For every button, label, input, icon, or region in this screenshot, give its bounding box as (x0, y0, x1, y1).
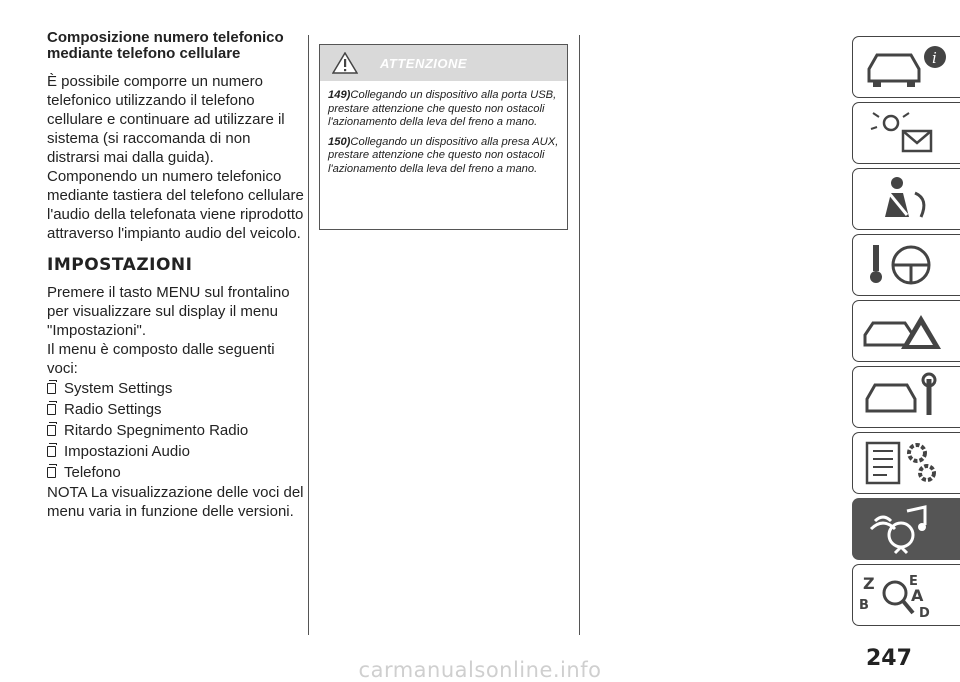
paragraph: Premere il tasto MENU sul frontalino per visualizzare sul display il menu "Impostazioni". (47, 284, 290, 339)
seatbelt-airbag-icon (859, 173, 949, 225)
watermark: carmanualsonline.info (358, 658, 602, 682)
tab-starting-driving[interactable] (852, 234, 960, 296)
svg-text:D: D (919, 606, 930, 621)
column-divider (308, 35, 309, 635)
car-info-icon (859, 41, 949, 93)
tab-emergency[interactable] (852, 300, 960, 362)
warning-lights-message-icon (859, 107, 949, 159)
specifications-gears-icon (859, 437, 949, 489)
tab-safety[interactable] (852, 168, 960, 230)
section-title: IMPOSTAZIONI (47, 255, 193, 275)
emergency-triangle-icon (859, 305, 949, 357)
list-item: System Settings (47, 378, 305, 399)
warning-header (320, 45, 567, 81)
warning-title: ATTENZIONE (380, 56, 468, 71)
note: NOTA La visualizzazione delle voci del menu varia in funzione delle versioni. (47, 484, 304, 520)
subheading: Composizione numero telefonico mediante telefono cellulare (47, 29, 284, 62)
svg-text:A: A (911, 586, 924, 605)
tab-multimedia[interactable] (852, 498, 960, 560)
tab-index[interactable] (852, 564, 960, 626)
menu-items-list (47, 378, 305, 483)
tab-warning-lights[interactable] (852, 102, 960, 164)
warning-item: 149)Collegando un dispositivo alla porta USB, prestare attenzione che questo non ostacoli l'azionamento della leva del freno a mano. (328, 89, 557, 128)
bullet-icon (47, 425, 56, 436)
left-column (47, 30, 305, 521)
svg-text:B: B (859, 598, 869, 613)
list-item: Impostazioni Audio (47, 441, 305, 462)
svg-text:E: E (909, 574, 918, 589)
paragraph: È possibile comporre un numero telefonico utilizzando il telefono cellulare e continuare ad utilizzare il sistema (si raccomanda di non distrarsi mai dalla guida). (47, 73, 285, 166)
bullet-icon (47, 404, 56, 415)
tab-maintenance[interactable] (852, 366, 960, 428)
multimedia-music-icon (859, 503, 949, 555)
tab-car-info[interactable] (852, 36, 960, 98)
key-steering-wheel-icon (859, 239, 949, 291)
page-number: 247 (866, 646, 912, 671)
tab-specifications[interactable] (852, 432, 960, 494)
bullet-icon (47, 446, 56, 457)
list-item: Radio Settings (47, 399, 305, 420)
svg-text:i: i (932, 49, 937, 67)
bullet-icon (47, 467, 56, 478)
warning-item: 150)Collegando un dispositivo alla presa AUX, prestare attenzione che questo non ostacoli l'azionamento della leva del freno a mano. (328, 135, 559, 175)
warning-box (319, 44, 568, 230)
bullet-icon (47, 383, 56, 394)
svg-text:Z: Z (863, 574, 875, 593)
column-divider (579, 35, 580, 635)
paragraph: Componendo un numero telefonico mediante tastiera del telefono cellulare l'audio della telefonata viene riprodotto attraverso l'impianto audio del veicolo. (47, 168, 304, 242)
list-item: Telefono (47, 462, 305, 483)
paragraph: Il menu è composto dalle seguenti voci: (47, 341, 275, 377)
warning-triangle-icon (332, 52, 358, 74)
car-maintenance-icon (859, 371, 949, 423)
index-search-icon (859, 569, 949, 625)
list-item: Ritardo Spegnimento Radio (47, 420, 305, 441)
